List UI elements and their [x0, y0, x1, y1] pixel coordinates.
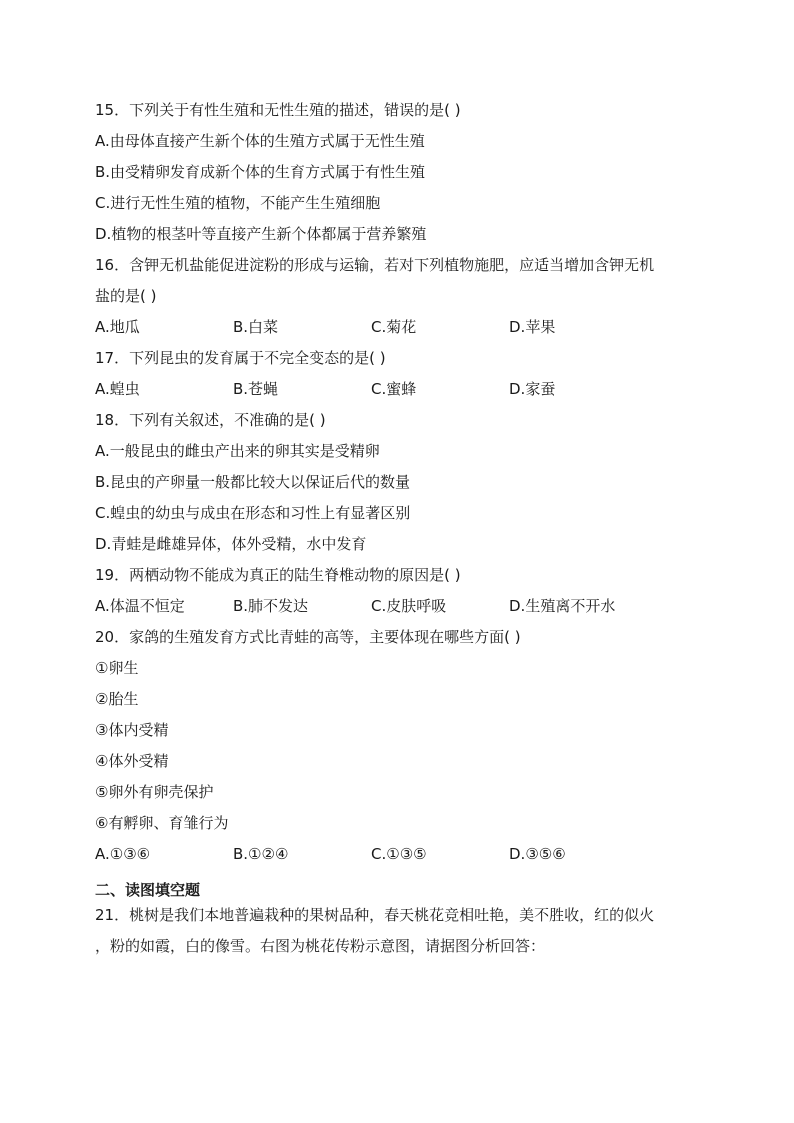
question-21-stem-line2: ，粉的如霞，白的像雪。右图为桃花传粉示意图，请据图分析回答：	[95, 937, 546, 955]
question-20-option-d: D.③⑤⑥	[509, 845, 566, 863]
question-18-option-b: B.昆虫的产卵量一般都比较大以保证后代的数量	[95, 473, 411, 491]
question-20-item-1: ①卵生	[95, 659, 139, 677]
question-17-option-c: C.蜜蜂	[371, 380, 417, 398]
question-17-options	[95, 374, 715, 405]
question-16-option-a: A.地瓜	[95, 318, 140, 336]
question-19-option-c: C.皮肤呼吸	[371, 597, 447, 615]
question-20-item-2: ②胎生	[95, 690, 139, 708]
question-18-option-a: A.一般昆虫的雌虫产出来的卵其实是受精卵	[95, 442, 380, 460]
exam-page	[95, 95, 715, 962]
question-18-stem: 18．下列有关叙述，不准确的是( )	[95, 411, 326, 429]
question-17-option-a: A.蝗虫	[95, 380, 140, 398]
question-16-option-c: C.菊花	[371, 318, 417, 336]
question-15-option-b: B.由受精卵发育成新个体的生育方式属于有性生殖	[95, 163, 426, 181]
question-20-item-6: ⑥有孵卵、育雏行为	[95, 814, 229, 832]
question-20-stem: 20．家鸽的生殖发育方式比青蛙的高等，主要体现在哪些方面( )	[95, 628, 521, 646]
question-15-stem: 15．下列关于有性生殖和无性生殖的描述，错误的是( )	[95, 101, 461, 119]
question-21-stem	[95, 900, 715, 962]
question-19-option-d: D.生殖离不开水	[509, 597, 616, 615]
question-17-stem: 17．下列昆虫的发育属于不完全变态的是( )	[95, 349, 386, 367]
question-17-option-d: D.家蚕	[509, 380, 556, 398]
question-16-stem-line2: 盐的是( )	[95, 287, 157, 305]
question-20-item-4: ④体外受精	[95, 752, 169, 770]
question-15-option-c: C.进行无性生殖的植物，不能产生生殖细胞	[95, 194, 381, 212]
question-18-option-d: D.青蛙是雌雄异体，体外受精，水中发育	[95, 535, 367, 553]
question-20-item-5: ⑤卵外有卵壳保护	[95, 783, 214, 801]
question-16-stem-line1: 16．含钾无机盐能促进淀粉的形成与运输，若对下列植物施肥，应适当增加含钾无机	[95, 256, 655, 274]
question-21-stem-line1: 21．桃树是我们本地普遍栽种的果树品种，春天桃花竞相吐艳，美不胜收，红的似火	[95, 906, 655, 924]
question-15-option-a: A.由母体直接产生新个体的生殖方式属于无性生殖	[95, 132, 425, 150]
question-18-option-c: C.蝗虫的幼虫与成虫在形态和习性上有显著区别	[95, 504, 411, 522]
question-16-option-d: D.苹果	[509, 318, 556, 336]
question-16-option-b: B.白菜	[233, 318, 279, 336]
question-20-option-a: A.①③⑥	[95, 845, 151, 863]
question-20-option-c: C.①③⑤	[371, 845, 427, 863]
section-2-title: 二、读图填空题	[95, 881, 201, 899]
question-19-options	[95, 591, 715, 622]
question-15-option-d: D.植物的根茎叶等直接产生新个体都属于营养繁殖	[95, 225, 427, 243]
question-17-option-b: B.苍蝇	[233, 380, 279, 398]
question-20-options	[95, 839, 715, 870]
question-20-option-b: B.①②④	[233, 845, 289, 863]
question-19-option-b: B.肺不发达	[233, 597, 309, 615]
question-16-options	[95, 312, 715, 343]
question-19-stem: 19．两栖动物不能成为真正的陆生脊椎动物的原因是( )	[95, 566, 461, 584]
question-19-option-a: A.体温不恒定	[95, 597, 185, 615]
question-20-item-3: ③体内受精	[95, 721, 169, 739]
